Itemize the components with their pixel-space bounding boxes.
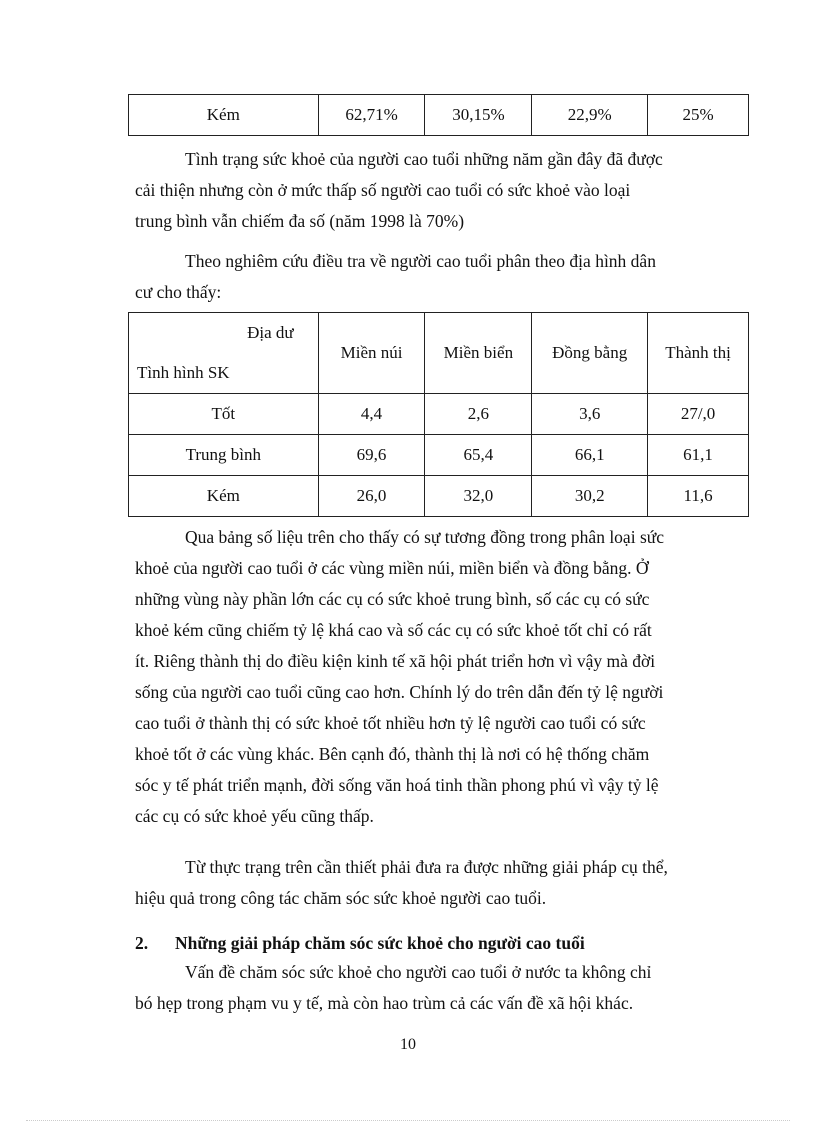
text-line: trung bình vẫn chiếm đa số (năm 1998 là 70%) [135,211,465,231]
health-status-table-continued [128,94,749,136]
table-cell: 30,15% [425,95,532,136]
text-line: khoẻ kém cũng chiếm tỷ lệ khá cao và số các cụ có sức khoẻ tốt chỉ có rất [135,620,652,640]
table-row [129,95,749,136]
text-line: cư cho thấy: [135,282,222,302]
paragraph-survey-intro [135,246,719,308]
table-cell: 66,1 [532,435,648,476]
text-line: bó hẹp trong phạm vu y tế, mà còn hao trùm cả các vấn đề xã hội khác. [135,993,634,1013]
paragraph-conclusion [135,852,719,914]
table-cell: 2,6 [425,394,532,435]
text-line: cao tuổi ở thành thị có sức khoẻ tốt nhiều hơn tỷ lệ người cao tuổi có sức [135,713,646,733]
paragraph-analysis [135,522,719,832]
table-cell: 3,6 [532,394,648,435]
paragraph-solutions-intro [135,957,719,1019]
column-header: Thành thị [648,313,749,394]
section-title: Những giải pháp chăm sóc sức khoẻ cho người cao tuổi [175,933,585,953]
table-row [129,476,749,517]
table-cell: 22,9% [532,95,648,136]
row-header: Tốt [129,394,319,435]
text-line: khoẻ tốt ở các vùng khác. Bên cạnh đó, thành thị là nơi có hệ thống chăm [135,744,650,764]
table-row [129,435,749,476]
text-line: Qua bảng số liệu trên cho thấy có sự tương đồng trong phân loại sức [185,527,665,547]
table-cell: 32,0 [425,476,532,517]
text-line: những vùng này phần lớn các cụ có sức khoẻ trung bình, số các cụ có sức [135,589,650,609]
table-cell: 27/,0 [648,394,749,435]
paragraph-health-status [135,144,719,237]
table-cell: 62,71% [318,95,425,136]
table-cell: 11,6 [648,476,749,517]
row-header: Trung bình [129,435,319,476]
table-cell: 65,4 [425,435,532,476]
text-line: các cụ có sức khoẻ yếu cũng thấp. [135,806,374,826]
corner-label-health: Tình hình SK [137,363,230,382]
table-header-row [129,313,749,394]
text-line: khoẻ của người cao tuổi ở các vùng miền núi, miền biển và đồng bằng. Ở [135,558,649,578]
corner-label-region: Địa dư [247,323,294,342]
text-line: Từ thực trạng trên cần thiết phải đưa ra được những giải pháp cụ thể, [185,857,668,877]
section-number: 2. [135,933,149,953]
section-heading [135,933,585,954]
text-line: Tình trạng sức khoẻ của người cao tuổi những năm gần đây đã được [185,149,663,169]
table-cell: 4,4 [318,394,425,435]
health-by-region-table [128,312,749,517]
text-line: cải thiện nhưng còn ở mức thấp số người cao tuổi có sức khoẻ vào loại [135,180,631,200]
column-header: Miền biển [425,313,532,394]
text-line: sống của người cao tuổi cũng cao hơn. Chính lý do trên dẫn đến tỷ lệ người [135,682,664,702]
table-cell: 30,2 [532,476,648,517]
table-cell: 61,1 [648,435,749,476]
row-header: Kém [129,476,319,517]
text-line: hiệu quả trong công tác chăm sóc sức khoẻ người cao tuổi. [135,888,547,908]
text-line: Vấn đề chăm sóc sức khoẻ cho người cao tuổi ở nước ta không chỉ [185,962,652,982]
column-header: Miền núi [318,313,425,394]
text-line: sóc y tế phát triển mạnh, đời sống văn hoá tinh thần phong phú vì vậy tỷ lệ [135,775,659,795]
text-line: Theo nghiêm cứu điều tra về người cao tuổi phân theo địa hình dân [185,251,656,271]
table-cell: 26,0 [318,476,425,517]
table-cell: 25% [648,95,749,136]
text-line: ít. Riêng thành thị do điều kiện kinh tế xã hội phát triển hơn vì vậy mà đời [135,651,656,671]
table-row [129,394,749,435]
table-corner-cell [129,313,319,394]
table-cell: Kém [129,95,319,136]
page-number: 10 [400,1036,416,1053]
column-header: Đồng bằng [532,313,648,394]
footer-divider [26,1120,790,1121]
table-cell: 69,6 [318,435,425,476]
